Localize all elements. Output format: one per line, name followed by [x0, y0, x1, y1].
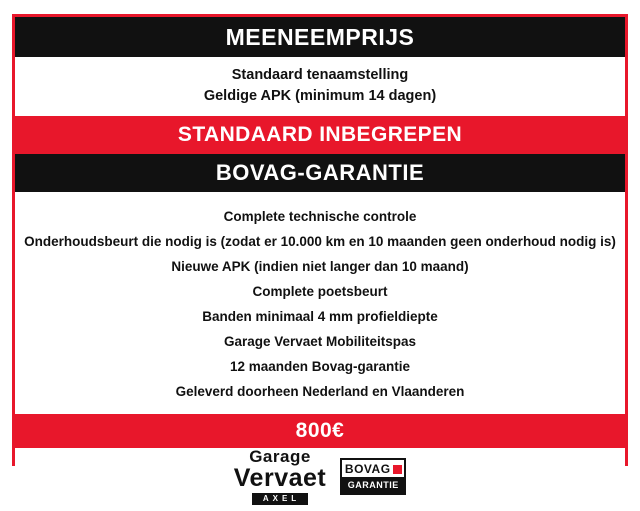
garage-vervaet-logo — [234, 448, 326, 505]
warranty-item-5: Garage Vervaet Mobiliteitspas — [223, 334, 417, 349]
poster-title: MEENEEMPRIJS — [15, 17, 625, 57]
bovag-logo-bottom: GARANTIE — [342, 477, 404, 493]
meeneemprijs-conditions — [15, 57, 625, 116]
bovag-logo-top — [342, 460, 404, 477]
warranty-item-6: 12 maanden Bovag-garantie — [229, 359, 411, 374]
warranty-item-1: Onderhoudsbeurt die nodig is (zodat er 10.000 km en 10 maanden geen onderhoud nodig is) — [24, 234, 616, 249]
standard-included-band: STANDAARD INBEGREPEN — [15, 116, 625, 154]
logo-vervaet-word: Vervaet — [233, 464, 327, 492]
bovag-logo-text: BOVAG — [344, 462, 391, 476]
condition-item-0: Standaard tenaamstelling — [231, 67, 409, 83]
warranty-title: BOVAG-GARANTIE — [15, 154, 625, 192]
warranty-item-3: Complete poetsbeurt — [252, 284, 388, 299]
bovag-garantie-logo — [340, 458, 406, 495]
condition-item-1: Geldige APK (minimum 14 dagen) — [203, 88, 437, 104]
warranty-item-0: Complete technische controle — [223, 209, 417, 224]
logo-garage-word: Garage — [249, 447, 311, 466]
warranty-item-7: Geleverd doorheen Nederland en Vlaanderen — [175, 384, 465, 399]
warranty-item-4: Banden minimaal 4 mm profieldiepte — [202, 309, 438, 324]
logo-axel-word: AXEL — [252, 493, 308, 505]
price-band: 800€ — [15, 414, 625, 448]
poster-sheet — [12, 14, 628, 503]
warranty-item-list — [15, 192, 625, 414]
warranty-item-2: Nieuwe APK (indien niet langer dan 10 maand) — [171, 259, 469, 274]
bovag-square-icon — [393, 465, 402, 474]
